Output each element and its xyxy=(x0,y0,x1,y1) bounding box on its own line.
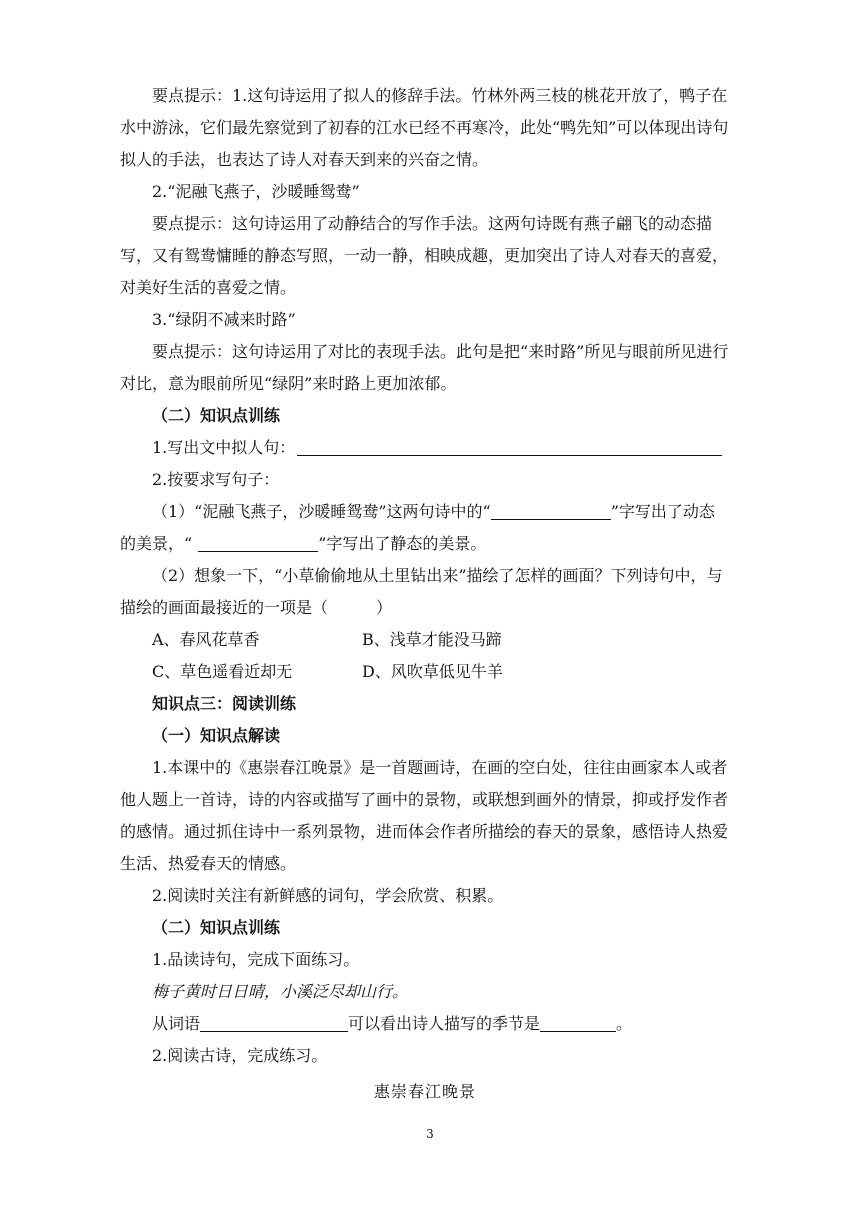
option-c: C、草色遥看近却无 xyxy=(152,662,293,681)
training-2-label: 2.阅读古诗，完成练习。 xyxy=(152,1046,328,1065)
training-1-label: 1.品读诗句，完成下面练习。 xyxy=(152,950,360,969)
option-d: D、风吹草低见牛羊 xyxy=(362,662,503,681)
reading-paragraph-1: 1.本课中的《惠崇春江晚景》是一首题画诗，在画的空白处，往往由画家本人或者他人题上一首诗，诗的内容或描写了画中的景物，或联想到画外的情景，抑或抒发作者的感情。通过抓住诗中一系列景物，进而体会作者所描绘的春天的景象，感悟诗人热爱生活、热爱春天的情感。 xyxy=(120,758,729,873)
section-training-heading-2: （二）知识点训练 xyxy=(152,918,281,937)
hint-paragraph-2: 要点提示：这句诗运用了动静结合的写作手法。这两句诗既有燕子翩飞的动态描写，又有鸳鸯慵睡的静态写照，一动一静，相映成趣，更加突出了诗人对春天的喜爱，对美好生活的喜爱之情。 xyxy=(120,214,729,297)
question-2-1 xyxy=(120,496,730,560)
question-2-1-part-a: （1）“泥融飞燕子，沙暖睡鸳鸯”这两句诗中的“ xyxy=(152,502,491,521)
training-1-part-b: 可以看出诗人描写的季节是 xyxy=(348,1014,541,1033)
poem-title: 惠崇春江晚景 xyxy=(373,1082,476,1101)
page-content xyxy=(120,80,730,1108)
options-row-2 xyxy=(120,656,730,688)
section-reading-heading: （一）知识点解读 xyxy=(152,726,281,745)
season-answer-blank[interactable] xyxy=(540,1013,616,1032)
question-2-label: 2.按要求写句子： xyxy=(152,470,280,489)
training-1-part-c: 。 xyxy=(616,1014,633,1033)
question-2-1-part-c: ”字写出了静态的美景。 xyxy=(318,534,487,553)
question-2-1-part-b: ”字写出了动态的美景，“ xyxy=(120,502,715,553)
page-number: 3 xyxy=(426,1127,434,1141)
dynamic-word-blank[interactable] xyxy=(491,501,611,520)
item-3-heading: 3.“绿阴不减来时路” xyxy=(152,310,296,329)
option-a: A、春风花草香 xyxy=(152,630,260,649)
question-1-label: 1.写出文中拟人句： xyxy=(152,438,296,457)
hint-paragraph-1: 要点提示：1.这句诗运用了拟人的修辞手法。竹林外两三枝的桃花开放了，鸭子在水中游泳，它们最先察觉到了初春的江水已经不再寒冷，此处“鸭先知”可以体现出诗句拟人的手法，也表达了诗人对春天到来的兴奋之情。 xyxy=(120,86,729,169)
training-1-question xyxy=(120,1008,730,1040)
section-training-heading: （二）知识点训练 xyxy=(152,406,281,425)
option-b: B、浅草才能没马蹄 xyxy=(362,630,502,649)
knowledge-point-3-heading: 知识点三：阅读训练 xyxy=(152,694,297,713)
item-2-heading: 2.“泥融飞燕子，沙暖睡鸳鸯” xyxy=(152,182,360,201)
season-word-blank[interactable] xyxy=(200,1013,348,1032)
personification-answer-blank[interactable] xyxy=(297,437,722,456)
poem-line: 梅子黄时日日晴，小溪泛尽却山行。 xyxy=(152,982,409,1001)
question-1 xyxy=(120,432,730,464)
training-1-part-a: 从词语 xyxy=(152,1014,201,1033)
options-row-1 xyxy=(120,624,730,656)
reading-paragraph-2: 2.阅读时关注有新鲜感的词句，学会欣赏、积累。 xyxy=(152,886,504,905)
question-2-2: （2）想象一下，“小草偷偷地从土里钻出来”描绘了怎样的画面？下列诗句中，与描绘的画面最接近的一项是（ ） xyxy=(120,566,723,617)
static-word-blank[interactable] xyxy=(198,533,318,552)
hint-paragraph-3: 要点提示：这句诗运用了对比的表现手法。此句是把“来时路”所见与眼前所见进行对比，意为眼前所见“绿阴”来时路上更加浓郁。 xyxy=(120,342,729,393)
